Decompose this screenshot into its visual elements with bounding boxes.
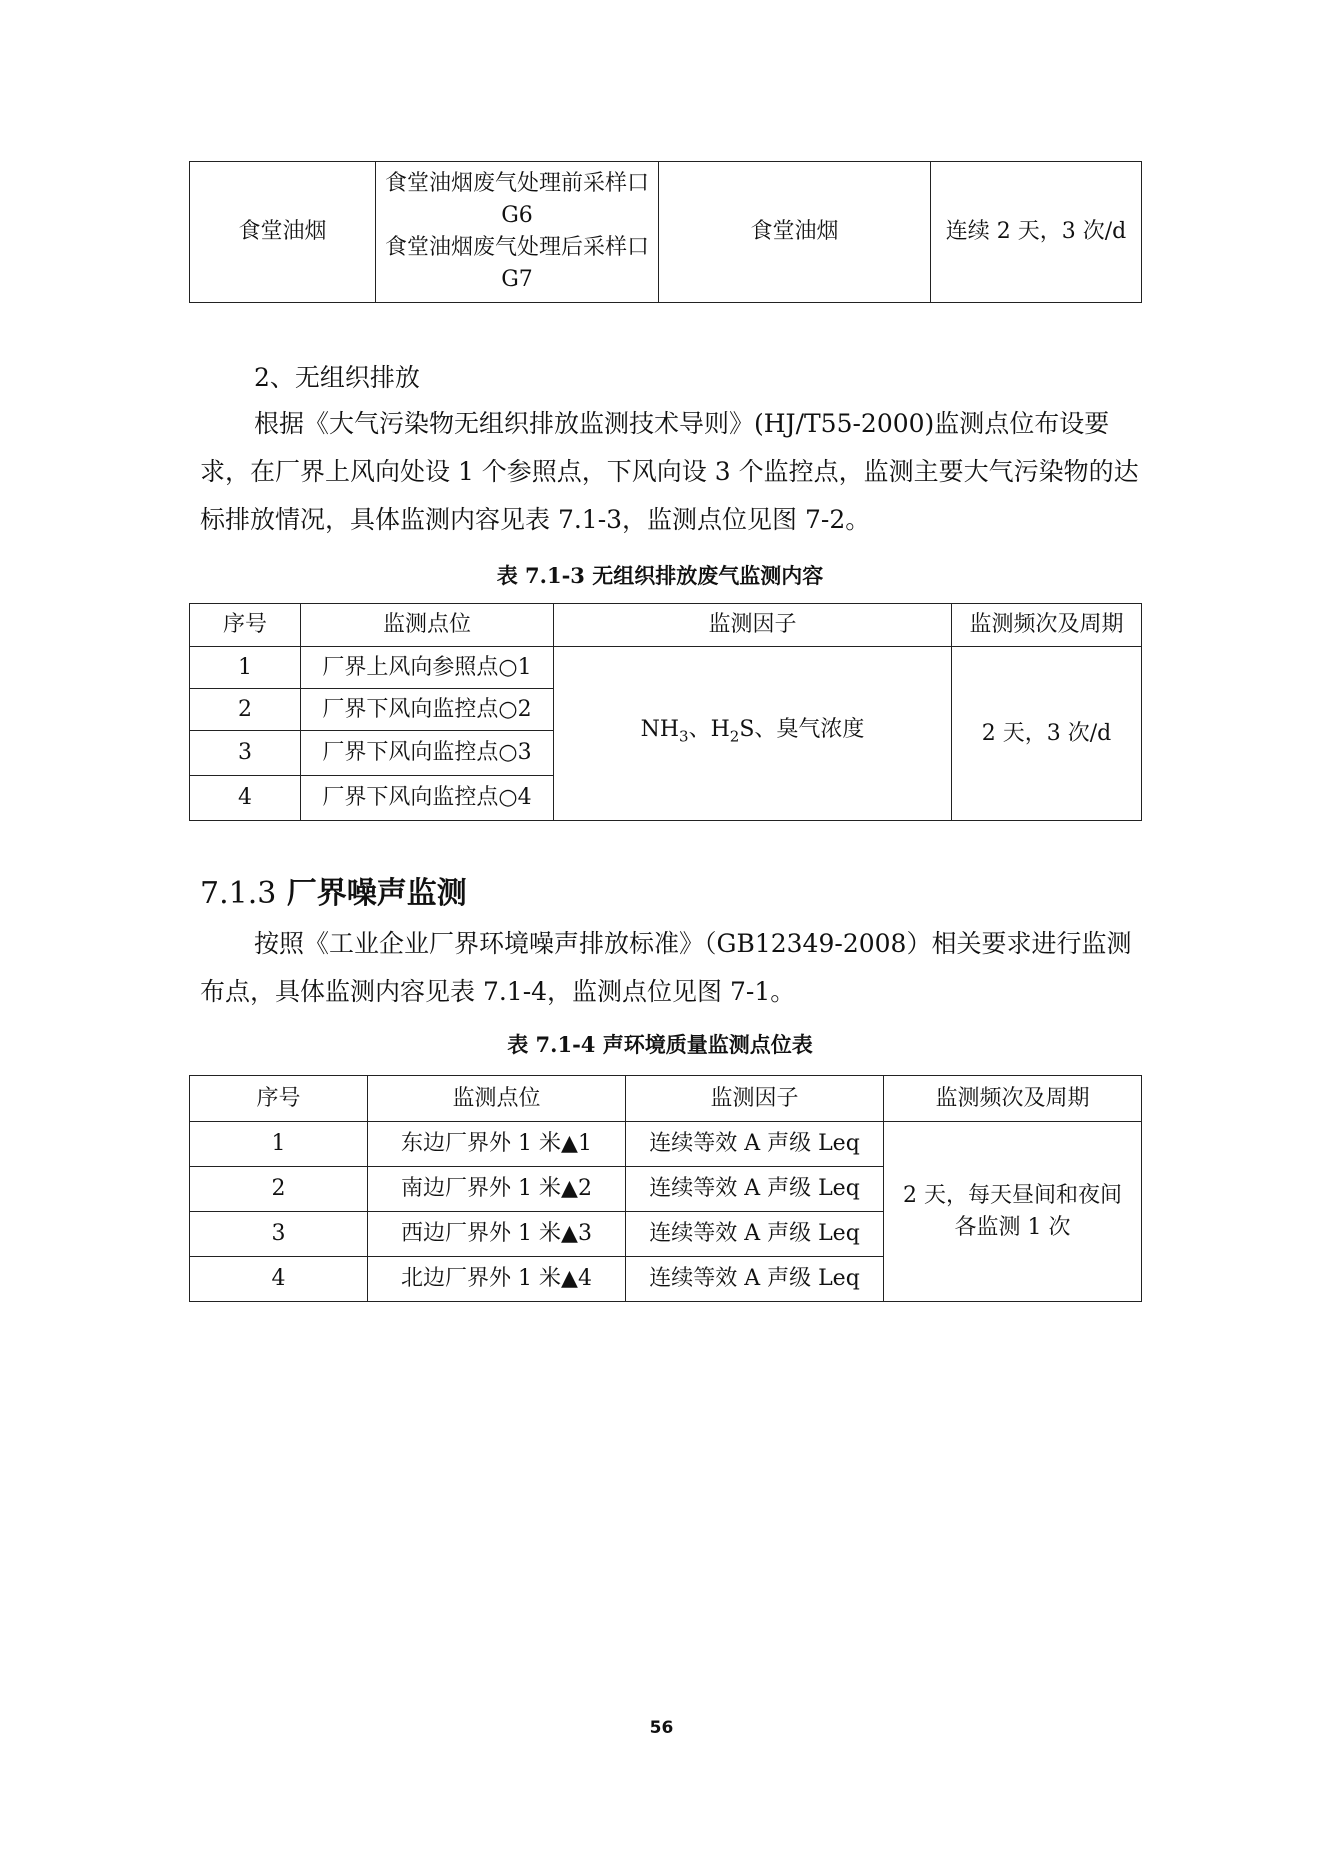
table3-factor: $NH_3$、$H_2S$、臭气浓度: [554, 647, 952, 821]
table4-row3-factor: 连续等效 A 声级 Leq: [626, 1212, 884, 1257]
table3-caption: 表 7.1-3 无组织排放废气监测内容: [496, 563, 824, 588]
table-top-canteen: [189, 161, 1142, 303]
table3-frequency: 2 天，3 次/d: [952, 647, 1142, 821]
table-row: [190, 647, 1142, 689]
cell-point-before: 食堂油烟废气处理前采样口 G6: [384, 171, 649, 228]
table4-header-no: 序号: [190, 1076, 368, 1122]
table3-header-frequency: 监测频次及周期: [952, 604, 1142, 647]
table3-row1-point: 厂界上风向参照点○1: [301, 647, 554, 689]
section2-heading: 2、无组织排放: [254, 363, 420, 392]
section713-title: 厂界噪声监测: [286, 876, 467, 911]
table4-header-frequency: 监测频次及周期: [884, 1076, 1142, 1122]
section2-paragraph: 根据《大气污染物无组织排放监测技术导则》(HJ/T55-2000)监测点位布设要求，在厂界上风向处设 1 个参照点，下风向设 3 个监控点，监测主要大气污染物的达标排放情况，具体监测内容见表 7.1-3，监测点位见图 7-2。: [200, 409, 1139, 534]
table3: [189, 603, 1142, 821]
table4-header-point: 监测点位: [368, 1076, 626, 1122]
table4-frequency: 2 天，每天昼间和夜间各监测 1 次: [884, 1122, 1142, 1302]
page-number: 56: [649, 1718, 674, 1738]
table4-row3-no: 3: [190, 1212, 368, 1257]
table4-row4-point: 北边厂界外 1 米▲4: [368, 1257, 626, 1302]
table3-row2-point: 厂界下风向监控点○2: [301, 689, 554, 731]
table3-row3-no: 3: [190, 731, 301, 776]
table3-row4-point: 厂界下风向监控点○4: [301, 776, 554, 821]
cell-frequency: 连续 2 天，3 次/d: [931, 162, 1142, 303]
table3-row1-no: 1: [190, 647, 301, 689]
table4-row1-factor: 连续等效 A 声级 Leq: [626, 1122, 884, 1167]
table3-header-no: 序号: [190, 604, 301, 647]
table4-row1-no: 1: [190, 1122, 368, 1167]
table3-header-point: 监测点位: [301, 604, 554, 647]
table4-header-factor: 监测因子: [626, 1076, 884, 1122]
table4-row1-point: 东边厂界外 1 米▲1: [368, 1122, 626, 1167]
table3-row4-no: 4: [190, 776, 301, 821]
section713-number: 7.1.3: [200, 876, 277, 911]
table4-row4-factor: 连续等效 A 声级 Leq: [626, 1257, 884, 1302]
table4-row3-point: 西边厂界外 1 米▲3: [368, 1212, 626, 1257]
table4-row4-no: 4: [190, 1257, 368, 1302]
table3-header-factor: 监测因子: [554, 604, 952, 647]
table4-row2-factor: 连续等效 A 声级 Leq: [626, 1167, 884, 1212]
table4-caption: 表 7.1-4 声环境质量监测点位表: [507, 1032, 813, 1057]
table4-row2-no: 2: [190, 1167, 368, 1212]
cell-source: 食堂油烟: [190, 162, 376, 303]
cell-points: [376, 162, 659, 303]
cell-point-after: 食堂油烟废气处理后采样口 G7: [384, 235, 649, 292]
section713-paragraph: 按照《工业企业厂界环境噪声排放标准》（GB12349-2008）相关要求进行监测布点，具体监测内容见表 7.1-4，监测点位见图 7-1。: [200, 929, 1132, 1006]
table3-row2-no: 2: [190, 689, 301, 731]
cell-factor: 食堂油烟: [659, 162, 931, 303]
table4: [189, 1075, 1142, 1302]
table-row: [190, 1122, 1142, 1167]
table3-row3-point: 厂界下风向监控点○3: [301, 731, 554, 776]
table4-row2-point: 南边厂界外 1 米▲2: [368, 1167, 626, 1212]
section713-heading: [200, 868, 467, 912]
